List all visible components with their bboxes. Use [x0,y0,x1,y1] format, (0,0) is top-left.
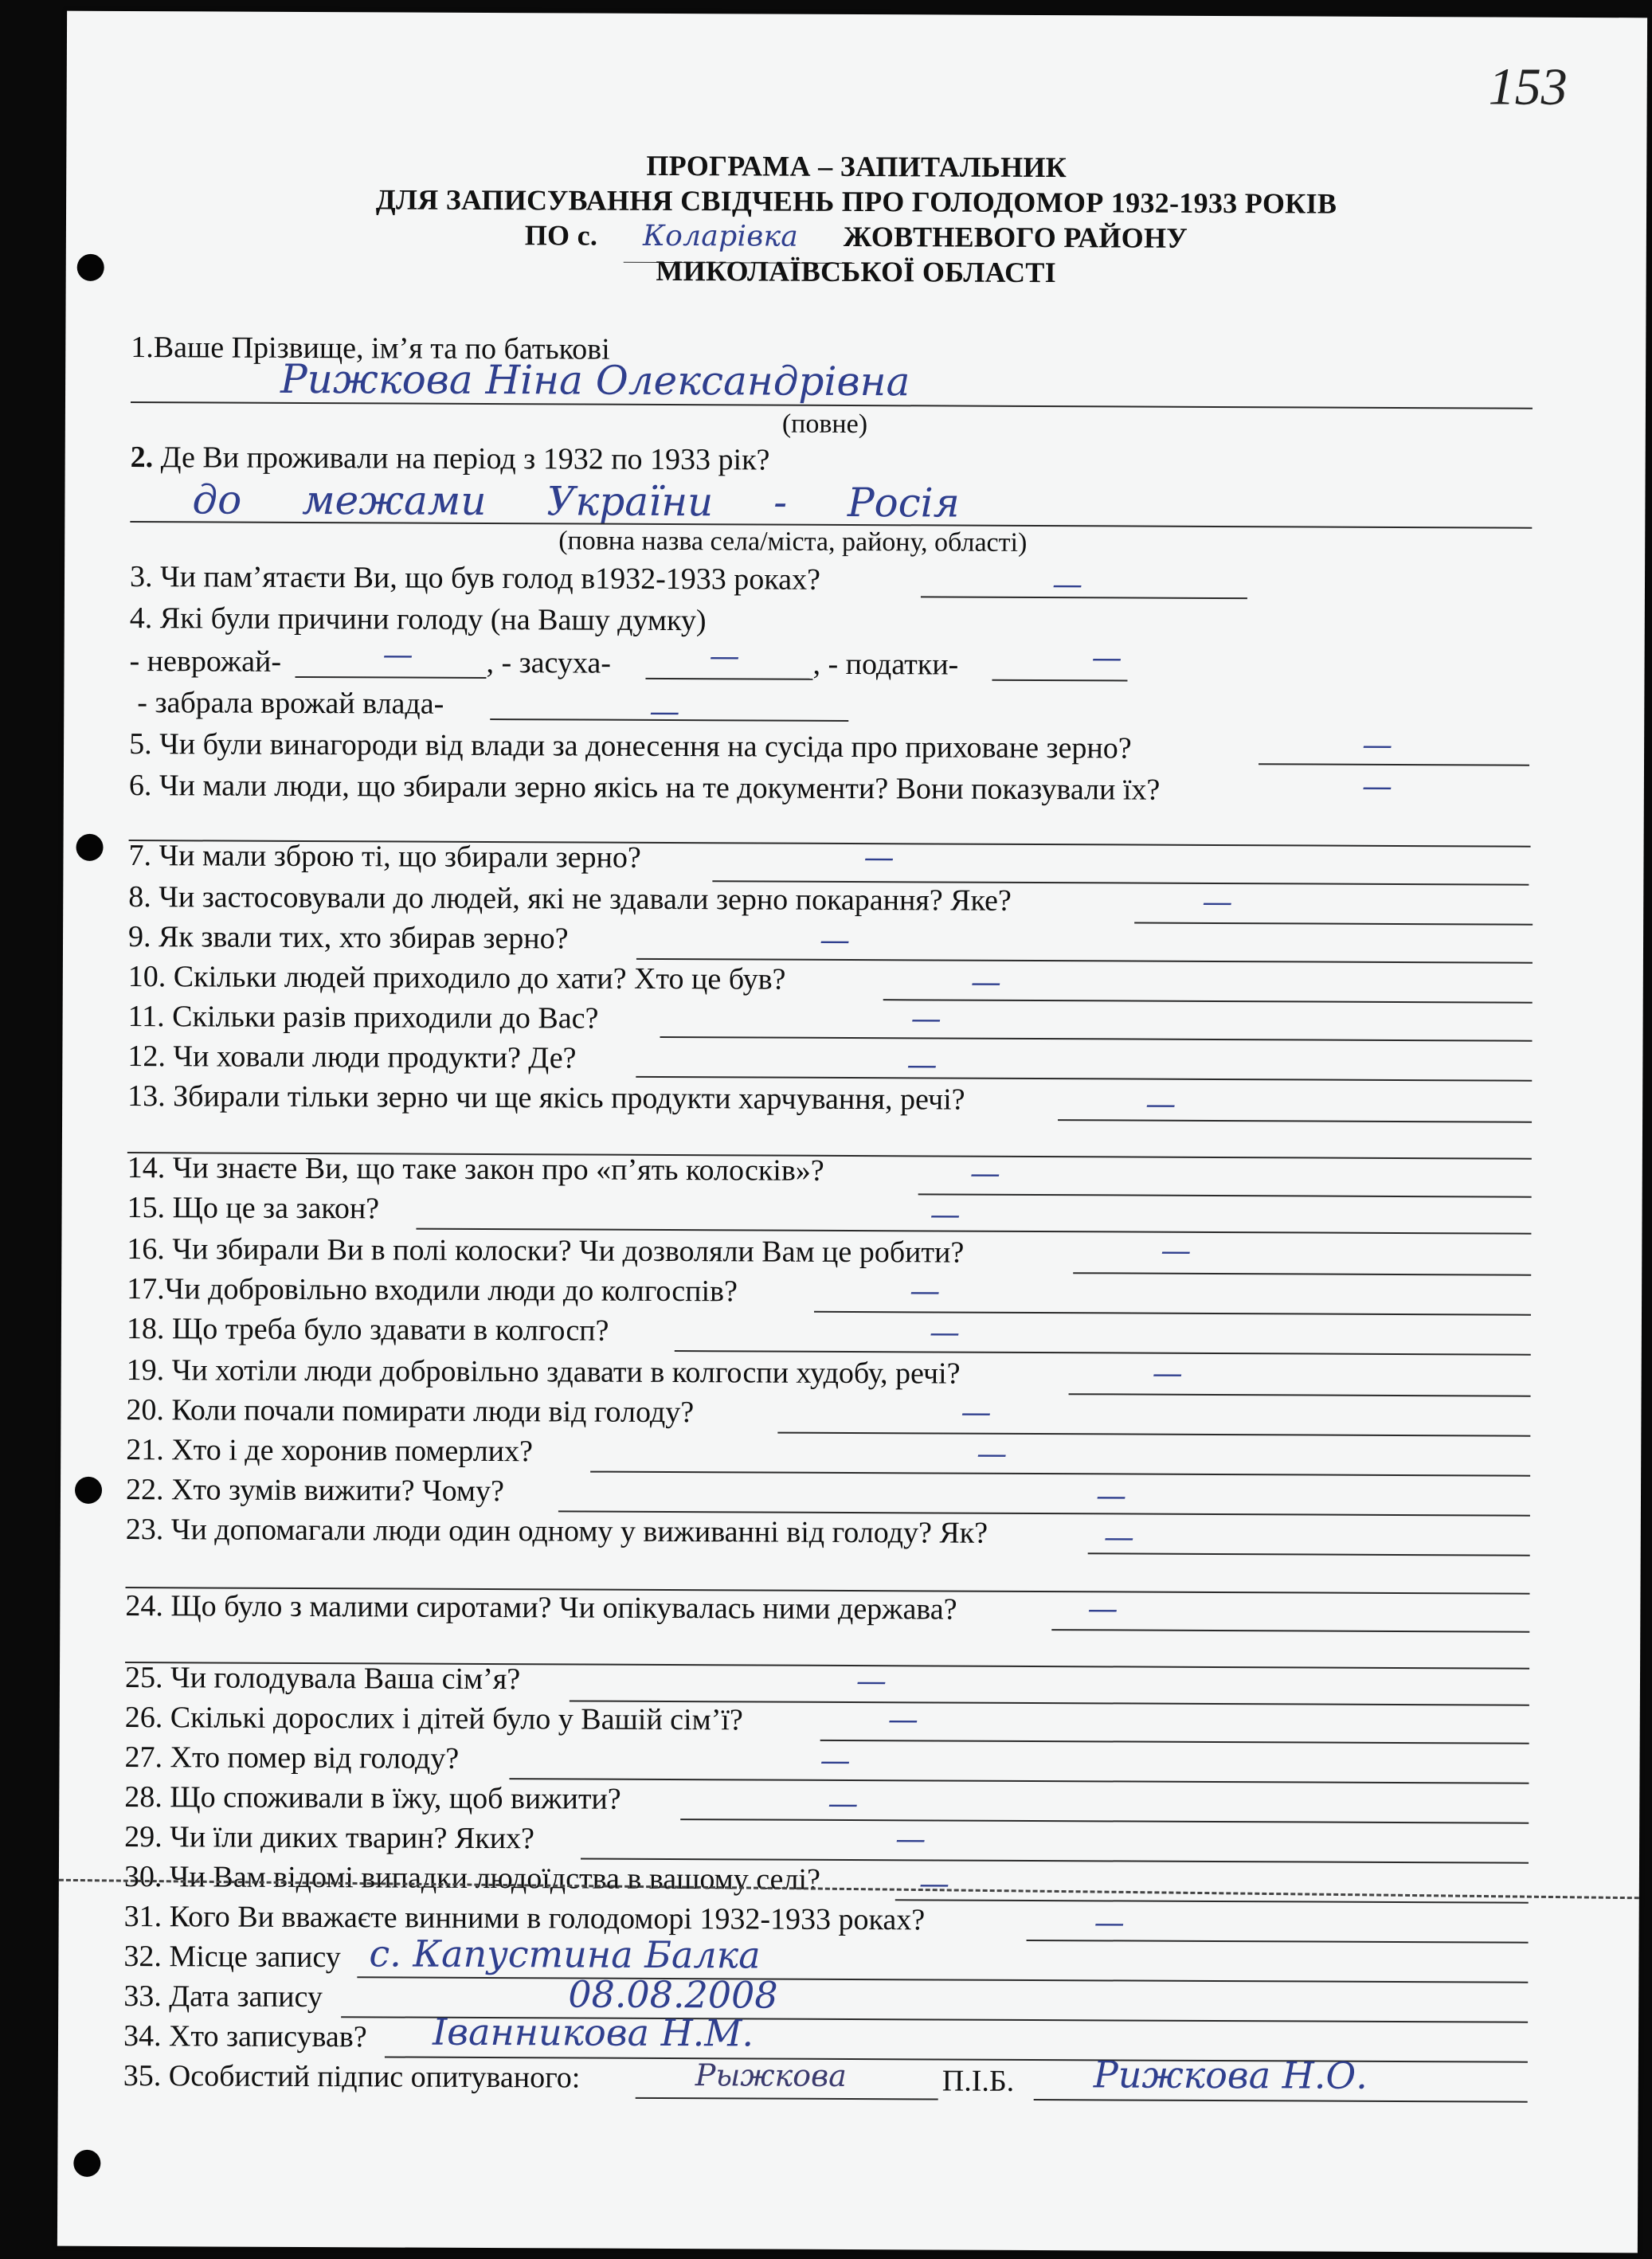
q7-answer: — [863,840,895,875]
q18-line [675,1350,1531,1356]
q13-label: 13. Збирали тільки зерно чи ще якісь продукти харчування, речі? [127,1079,965,1117]
q21-label: 21. Хто і де хоронив померлих? [126,1433,534,1469]
q11-line [660,1036,1533,1042]
q19-line [1069,1393,1531,1397]
q15-label: 15. Що це за закон? [127,1191,380,1226]
q4-nevrozhai-line [295,676,486,679]
q23-label: 23. Чи допомагали люди один одному у виживанні від голоду? Як? [125,1513,988,1550]
q32-answer: с. Капустина Балка [369,1932,761,1977]
q7-label: 7. Чи мали зброю ті, що збирали зерно? [128,839,641,875]
q28-answer: — [828,1785,859,1822]
q33-label: 33. Дата запису [123,1979,323,2014]
q25-label: 25. Чи голодувала Ваша сім’я? [124,1661,521,1697]
q29-answer: — [895,1821,926,1857]
q4-zabrala: - забрала врожай влада- [137,686,444,721]
q35-pib-answer: Рижкова Н.О. [1093,2053,1368,2097]
q4-zasukha: , - засуха- [486,645,612,680]
q24-answer: — [1087,1591,1118,1627]
page-number: 153 [1488,57,1568,116]
q35-label: 35. Особистий підпис опитуваного: [123,2059,581,2095]
punch-hole [73,2150,100,2177]
title-district: ЖОВТНЕВОГО РАЙОНУ [843,220,1188,254]
q19-answer: — [1152,1355,1183,1391]
q3-line [921,596,1247,599]
q35-signature: Рыжкова [695,2057,847,2093]
q19-label: 19. Чи хотіли люди добровільно здавати в колгоспи худобу, речі? [126,1353,961,1391]
q27-line [509,1778,1529,1784]
q9-label: 9. Як звали тих, хто збирав зерно? [127,920,569,956]
q1-answer: Рижкова Ніна Олександрівна [280,355,910,405]
q31-line [1027,1940,1529,1944]
q12-label: 12. Чи ховали люди продукти? Де? [127,1039,577,1075]
q30-label: 30. Чи Вам відомі випадки людоїдства в вашому селі? [123,1860,820,1897]
q2-number: 2. [130,440,154,475]
q20-answer: — [961,1394,992,1430]
q20-label: 20. Коли почали помирати люди від голоду? [126,1393,695,1430]
q14-label: 14. Чи знаєте Ви, що таке закон про «п’ять колосків»? [127,1151,824,1188]
q31-label: 31. Кого Ви вважаєте винними в голодоморі 1932-1933 роках? [123,1900,926,1937]
q2-label [131,440,770,478]
q20-line [777,1432,1530,1437]
title-line-4: МИКОЛАЇВСЬКОЇ ОБЛАСТІ [656,254,1057,289]
q6-label: 6. Чи мали люди, що збирали зерно якісь на те документи? Вони показували їх? [128,769,1161,807]
q24-line [1051,1629,1529,1633]
q26-answer: — [887,1701,918,1737]
q27-answer: — [820,1742,851,1778]
q34-label: 34. Хто записував? [123,2019,367,2054]
q9-answer: — [819,922,851,957]
q28-label: 28. Що споживали в їжу, щоб вижити? [124,1780,621,1816]
q4-zabrala-answer: — [649,693,680,730]
title-line-3 [66,217,1646,257]
q15-answer: — [930,1196,961,1232]
q26-label: 26. Скількі дорослих і дітей було у Вашій сім’ї? [124,1701,743,1737]
q17-line [814,1311,1531,1316]
q24-label: 24. Що було з малими сиротами? Чи опікувалась ними держава? [125,1589,957,1627]
q8-label: 8. Чи застосовували до людей, які не здавали зерно покарання? Яке? [128,880,1012,918]
q14-answer: — [969,1155,1000,1191]
q35-pib-label: П.І.Б. [941,2064,1015,2098]
q18-label: 18. Що треба було здавати в колгосп? [126,1312,609,1348]
q26-line [820,1740,1529,1744]
q32-label: 32. Місце запису [123,1940,341,1975]
title-village-prefix: ПО с. [524,219,598,252]
q2-note: (повна назва села/міста, району, області) [558,526,1028,558]
q21-answer: — [977,1435,1008,1471]
q10-answer: — [970,964,1001,1000]
q31-answer: — [1094,1905,1125,1940]
q35-pib-line [1034,2099,1528,2103]
q16-answer: — [1161,1232,1192,1268]
q11-label: 11. Скільки разів приходили до Вас? [127,1000,599,1036]
q25-answer: — [855,1663,887,1699]
q35-signature-line [636,2097,938,2100]
q18-answer: — [929,1314,960,1350]
q28-line [680,1819,1529,1824]
q23-line [1088,1552,1530,1556]
q33-answer: 08.08.2008 [568,1972,778,2017]
q4-zasukha-answer: — [709,638,740,674]
q29-label: 29. Чи їли диких тварин? Яких? [124,1820,535,1856]
q30-line [895,1899,1529,1903]
village-name: Коларівка [642,219,799,253]
q2-answer: до межами України - Росія [192,476,960,527]
q10-line [883,999,1533,1004]
q6-answer: — [1361,768,1392,804]
q1-label: 1.Ваше Прізвище, ім’я та по батькові [131,331,610,366]
q17-answer: — [910,1273,941,1309]
q4-nevrozhai: - неврожай- [129,644,282,679]
questionnaire-sheet [57,11,1647,2253]
q27-label: 27. Хто помер від голоду? [124,1740,460,1775]
q4-podatky: , - податки- [812,647,959,682]
q1-note: (повне) [781,409,868,440]
q23-answer: — [1103,1519,1134,1555]
q5-line [1259,763,1529,765]
q34-answer: Іванникова Н.М. [432,2010,754,2055]
q4-label: 4. Які були причини голоду (на Вашу думку) [129,601,707,638]
q10-label: 10. Скільки людей приходило до хати? Хто це був? [127,960,786,996]
q4-podatky-answer: — [1091,640,1122,675]
title-line-2: ДЛЯ ЗАПИСУВАННЯ СВІДЧЕНЬ ПРО ГОЛОДОМОР 1932-1933 РОКІВ [375,183,1337,220]
q3-answer: — [1051,566,1083,602]
punch-hole [75,1477,102,1504]
q30-answer: — [918,1866,949,1901]
q2-text: Де Ви проживали на період з 1932 по 1933 рік? [160,440,770,477]
q16-line [1073,1272,1531,1276]
q11-answer: — [910,1000,941,1036]
q4-zasukha-line [645,678,812,680]
punch-hole [76,834,103,861]
q21-line [590,1471,1530,1477]
q4-podatky-line [992,679,1127,682]
q32-line [357,1976,1528,1983]
q5-label: 5. Чи були винагороди від влади за донесення на сусіда про приховане зерно? [129,727,1132,765]
q8-answer: — [1202,883,1233,920]
q5-answer: — [1362,726,1393,762]
q4-nevrozhai-answer: — [382,636,413,672]
q22-label: 22. Хто зумів вижити? Чому? [125,1473,504,1509]
q13-line [1058,1119,1532,1123]
q22-answer: — [1095,1478,1127,1513]
q17-label: 17.Чи добровільно входили люди до колгоспів? [127,1272,738,1309]
q16-label: 16. Чи збирали Ви в полі колоски? Чи дозволяли Вам це робити? [127,1232,965,1270]
q13-answer: — [1145,1086,1176,1122]
q8-line [1134,922,1533,926]
q14-line [918,1193,1532,1197]
title-line-1: ПРОГРАМА – ЗАПИТАЛЬНИК [646,149,1067,184]
q12-answer: — [906,1047,938,1083]
q3-label: 3. Чи пам’ятаєти Ви, що був голод в1932-1933 роках? [129,560,821,597]
